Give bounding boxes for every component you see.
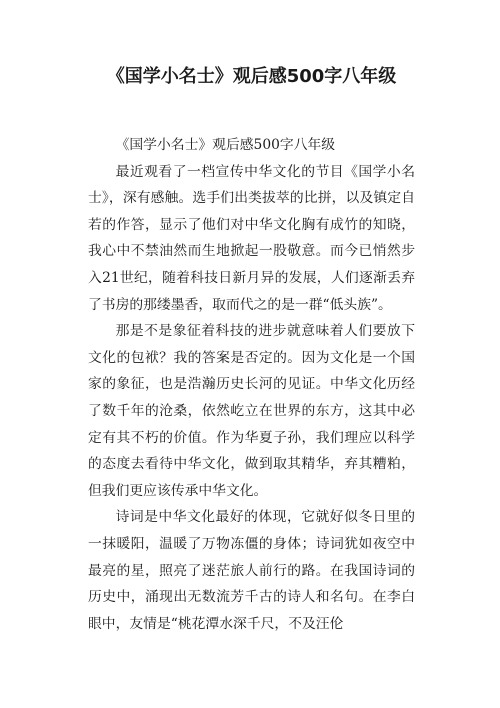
document-title: 《国学小名士》观后感500字八年级: [106, 66, 397, 87]
paragraph-3: 诗词是中华文化最好的体现，它就好似冬日里的一抹暖阳，温暖了万物冻僵的身体；诗词犹如夜空中最亮的星，照亮了迷茫旅人前行的路。在我国诗词的历史中，涌现出无数流芳千古的诗人和名句。在李白眼中，友情是“桃花潭水深千尺，不及汪伦: [88, 509, 415, 632]
paragraph-1: 最近观看了一档宣传中华文化的节目《国学小名士》，深有感触。选手们出类拔萃的比拼，以及镇定自若的作答，显示了他们对中华文化胸有成竹的知晓，我心中不禁油然而生地掀起一股敬意。而今已悄然步入21世纪，随着科技日新月异的发展，人们逐渐丢弃了书房的那缕墨香，取而代之的是一群“低头族”。: [88, 163, 415, 313]
document-body: [88, 132, 415, 637]
paragraph-2: 那是不是象征着科技的进步就意味着人们要放下文化的包袱？我的答案是否定的。因为文化是一个国家的象征，也是浩瀚历史长河的见证。中华文化历经了数千年的沧桑，依然屹立在世界的东方，这其中必定有其不朽的价值。作为华夏子孙，我们理应以科学的态度去看待中华文化，做到取其精华，弃其糟粕，但我们更应该传承中华文化。: [88, 323, 415, 499]
document-subtitle: 《国学小名士》观后感500字八年级: [115, 137, 336, 153]
